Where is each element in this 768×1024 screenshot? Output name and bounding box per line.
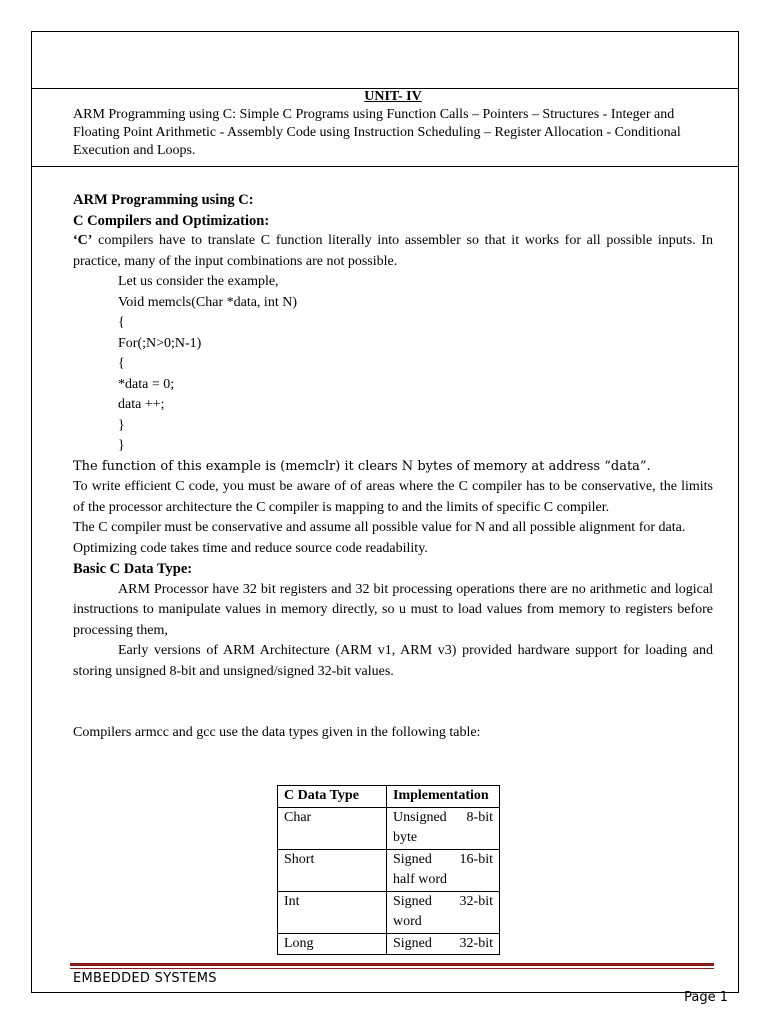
impl-unit: word: [393, 914, 422, 929]
heading-c-compilers: C Compilers and Optimization:: [73, 212, 270, 229]
code-line: }: [118, 417, 125, 433]
early-versions-paragraph: Early versions of ARM Architecture (ARM v1, ARM v3) provided hardware support for loading and storing unsigned 8-bit and unsigned/signed 32-bit values.: [73, 643, 713, 679]
data-type-table: [277, 785, 500, 955]
table-cell-type: Int: [278, 891, 387, 933]
impl-kind: Signed: [393, 935, 432, 951]
unit-syllabus: ARM Programming using C: Simple C Programs using Function Calls – Pointers – Structures - Integer and Floating Point Arithmetic - Assembly Code using Instruction Scheduling – Register Allocation - Conditional Execution and Loops.: [73, 107, 681, 158]
heading-basic-c-data-type: Basic C Data Type:: [73, 561, 193, 577]
table-row: [278, 849, 500, 891]
impl-kind: Signed: [393, 851, 432, 867]
footer-rule-thin: [70, 968, 714, 969]
code-line: {: [118, 315, 125, 330]
table-cell-impl: [387, 933, 500, 955]
compilers-paragraph: Compilers armcc and gcc use the data types given in the following table:: [73, 725, 481, 740]
impl-kind: Unsigned: [393, 809, 447, 825]
arm-processor-paragraph: ARM Processor have 32 bit registers and 32 bit processing operations there are no arithmetic and logical instructions to manipulate values in memory directly, so u must to load values from memory to registers before processing them,: [73, 581, 713, 638]
table-header-row: [278, 786, 500, 808]
intro-paragraph: [73, 231, 713, 272]
table-cell-type: Char: [278, 807, 387, 849]
intro-bold: ‘C’: [73, 233, 93, 248]
page-number: Page 1: [684, 990, 728, 1005]
impl-unit: half word: [393, 872, 448, 887]
code-line: *data = 0;: [118, 376, 175, 392]
code-line: Let us consider the example,: [118, 274, 279, 289]
intro-text: compilers have to translate C function literally into assembler so that it works for all possible inputs. In practice, many of the input combinations are not possible.: [73, 233, 713, 269]
function-paragraph: The function of this example is (memclr) it clears N bytes of memory at address “data”.: [73, 458, 651, 474]
table-row: [278, 807, 500, 849]
optimizing-paragraph: Optimizing code takes time and reduce source code readability.: [73, 540, 428, 556]
impl-size: 32-bit: [459, 893, 493, 909]
code-line: Void memcls(Char *data, int N): [118, 294, 297, 310]
impl-size: 16-bit: [459, 851, 493, 867]
unit-title: UNIT- IV: [364, 89, 422, 104]
impl-size: 8-bit: [466, 809, 493, 825]
conservative-paragraph: The C compiler must be conservative and assume all possible value for N and all possible alignment for data.: [73, 520, 686, 535]
code-line: {: [118, 356, 125, 371]
table-header-cell: C Data Type: [278, 786, 387, 808]
impl-size: 32-bit: [459, 935, 493, 951]
heading-arm-programming: ARM Programming using C:: [73, 192, 254, 208]
code-example: [73, 272, 713, 457]
table-cell-type: Short: [278, 849, 387, 891]
header-rule-bottom: [31, 166, 739, 167]
footer-title: EMBEDDED SYSTEMS: [73, 971, 217, 986]
table-cell-type: Long: [278, 933, 387, 955]
table-cell-impl: [387, 807, 500, 849]
impl-kind: Signed: [393, 893, 432, 909]
efficient-code-paragraph: To write efficient C code, you must be aware of of areas where the C compiler has to be conservative, the limits of the processor architecture the C compiler is mapping to and the limits of specific C compiler.: [73, 479, 713, 515]
table-header-cell: Implementation: [387, 786, 500, 808]
main-content: [73, 190, 713, 744]
code-line: data ++;: [118, 397, 165, 412]
impl-unit: byte: [393, 830, 418, 845]
footer-rule-thick: [70, 963, 714, 966]
unit-header: [73, 88, 713, 160]
table-cell-impl: [387, 849, 500, 891]
table-row: [278, 933, 500, 955]
code-line: For(;N>0;N-1): [118, 335, 202, 351]
table-cell-impl: [387, 891, 500, 933]
table-row: [278, 891, 500, 933]
code-line: }: [118, 438, 125, 453]
